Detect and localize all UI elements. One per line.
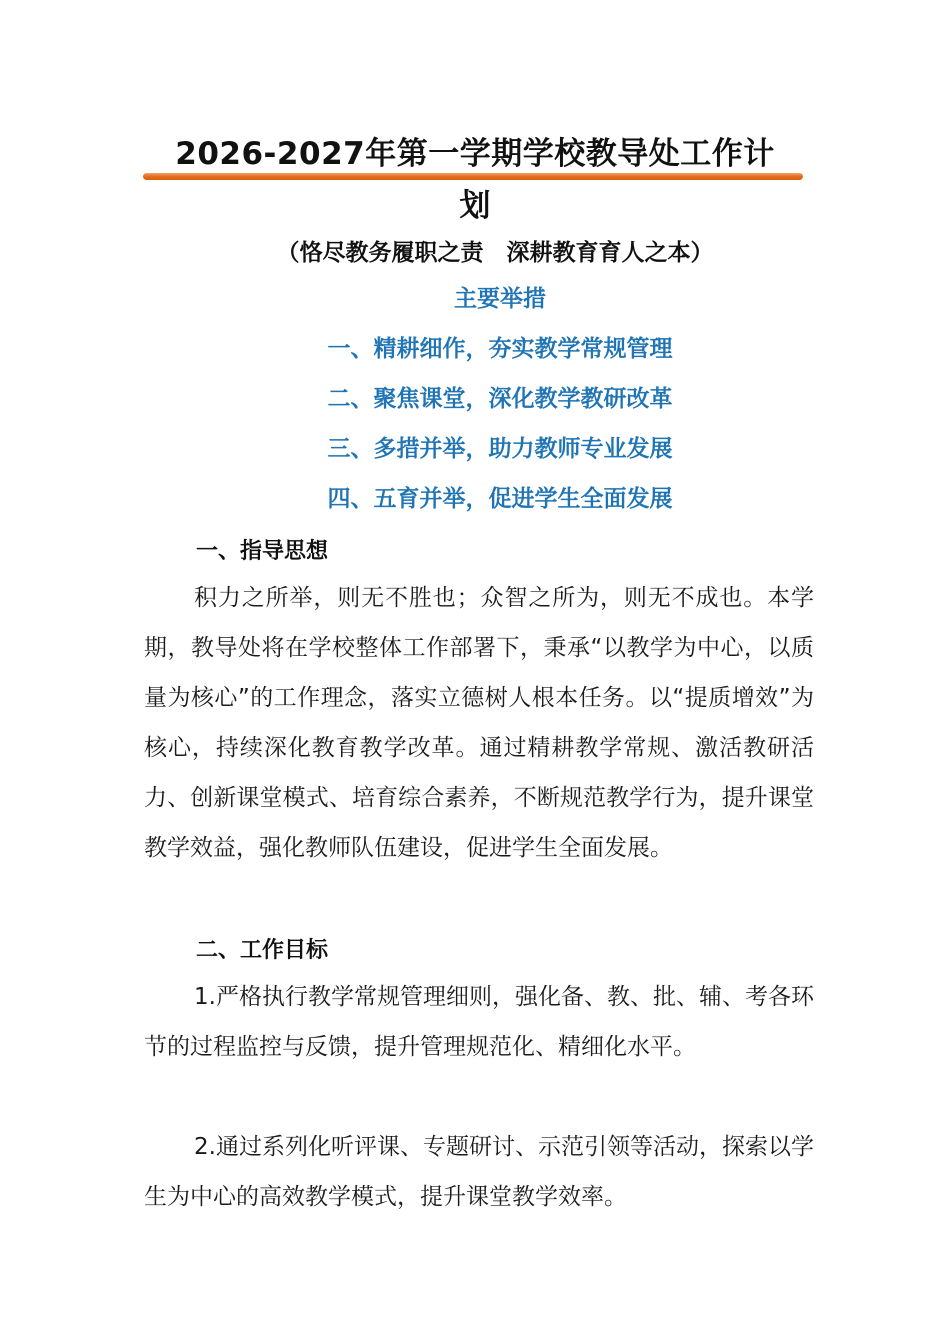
title-underline-rule [143,173,803,180]
section-heading-guiding-ideology: 一、指导思想 [196,539,329,564]
document-title: 2026-2027年第一学期学校教导处工作计 [175,136,775,172]
measure-item-2: 二、聚焦课堂，深化教学教研改革 [327,386,673,412]
section-paragraph-guiding-ideology: 积力之所举，则无不胜也；众智之所为，则无不成也。本学期，教导处将在学校整体工作部署下，秉承“以教学为中心，以质量为核心”的工作理念，落实立德树人根本任务。以“提质增效”为核心，持续深化教育教学改革。通过精耕教学常规、激活教研活力、创新课堂模式、培育综合素养，不断规范教学行为，提升课堂教学效益，强化教师队伍建设，促进学生全面发展。 [144,585,814,861]
goal-paragraph-2: 2.通过系列化听评课、专题研讨、示范引领等活动，探索以学生为中心的高效教学模式，提升课堂教学效率。 [144,1134,814,1210]
section-heading-work-goals: 二、工作目标 [196,938,329,963]
measure-item-1: 一、精耕细作，夯实教学常规管理 [327,336,673,362]
main-measures-block [0,284,950,534]
measure-item-3: 三、多措并举，助力教师专业发展 [327,436,673,462]
goal-paragraph-1: 1.严格执行教学常规管理细则，强化备、教、批、辅、考各环节的过程监控与反馈，提升管理规范化、精细化水平。 [144,984,814,1060]
document-subtitle: （恪尽教务履职之责 深耕教育育人之本） [276,240,714,266]
main-measures-heading: 主要举措 [454,286,546,312]
measure-item-4: 四、五育并举，促进学生全面发展 [327,486,673,512]
document-title-continuation: 划 [459,188,491,224]
